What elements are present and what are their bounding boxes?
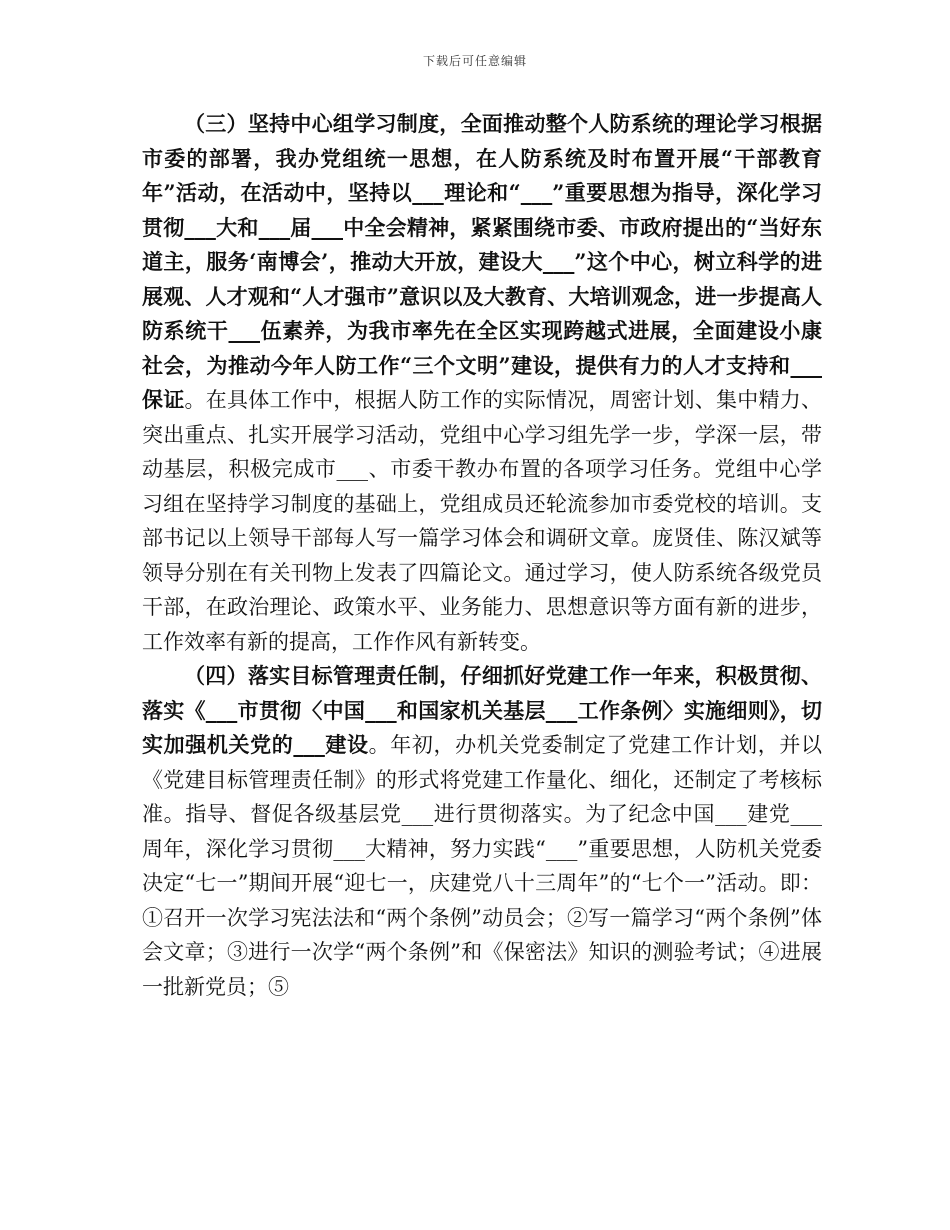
paragraph-3-heading: （三）坚持中心组学习制度，全面推动整个人防系统的理论学习根据市委的部署，我办党组统一思想，在人防系统及时布置开展“干部教育年”活动，在活动中，坚持以___理论和“___”重要思想为指导，深化学习贯彻___大和___届___中全会精神，紧紧围绕市委、市政府提出的“当好东道主，服务‘南博会’，推动大开放，建设大___”这个中心，树立科学的进展观、人才观和“人才强市”意识以及大教育、大培训观念，进一步提高人防系统干___伍素养，为我市率先在全区实现跨越式进展，全面建设小康社会，为推动今年人防工作“三个文明”建设，提供有力的人才支持和___保证 <box>142 111 822 412</box>
paragraph-3 <box>142 107 822 659</box>
document-body <box>142 107 822 1004</box>
page-header: 下载后可任意编辑 <box>422 54 527 68</box>
paragraph-4 <box>142 659 822 1004</box>
paragraph-4-body: 。年初，办机关党委制定了党建工作计划，并以《党建目标管理责任制》的形式将党建工作量化、细化，还制定了考核标准。指导、督促各级基层党___进行贯彻落实。为了纪念中国___建党___周年，深化学习贯彻___大精神，努力实践“___”重要思想，人防机关党委决定“七一”期间开展“迎七一，庆建党八十三周年”的“七个一”活动。即：①召开一次学习宪法法和“两个条例”动员会；②写一篇学习“两个条例”体会文章；③进行一次学“两个条例”和《保密法》知识的测验考试；④进展一批新党员；⑤ <box>142 733 823 999</box>
paragraph-3-body: 。在具体工作中，根据人防工作的实际情况，周密计划、集中精力、突出重点、扎实开展学习活动，党组中心学习组先学一步，学深一层，带动基层，积极完成市___、市委干教办布置的各项学习任务。党组中心学习组在坚持学习制度的基础上，党组成员还轮流参加市委党校的培训。支部书记以上领导干部每人写一篇学习体会和调研文章。庞贤佳、陈汉斌等领导分别在有关刊物上发表了四篇论文。通过学习，使人防系统各级党员干部，在政治理论、政策水平、业务能力、思想意识等方面有新的进步，工作效率有新的提高，工作作风有新转变。 <box>142 388 823 654</box>
paragraph-4-heading: （四）落实目标管理责任制，仔细抓好党建工作一年来，积极贯彻、落实《___市贯彻〈中国___和国家机关基层___工作条例〉实施细则》，切实加强机关党的___建设 <box>142 663 822 757</box>
